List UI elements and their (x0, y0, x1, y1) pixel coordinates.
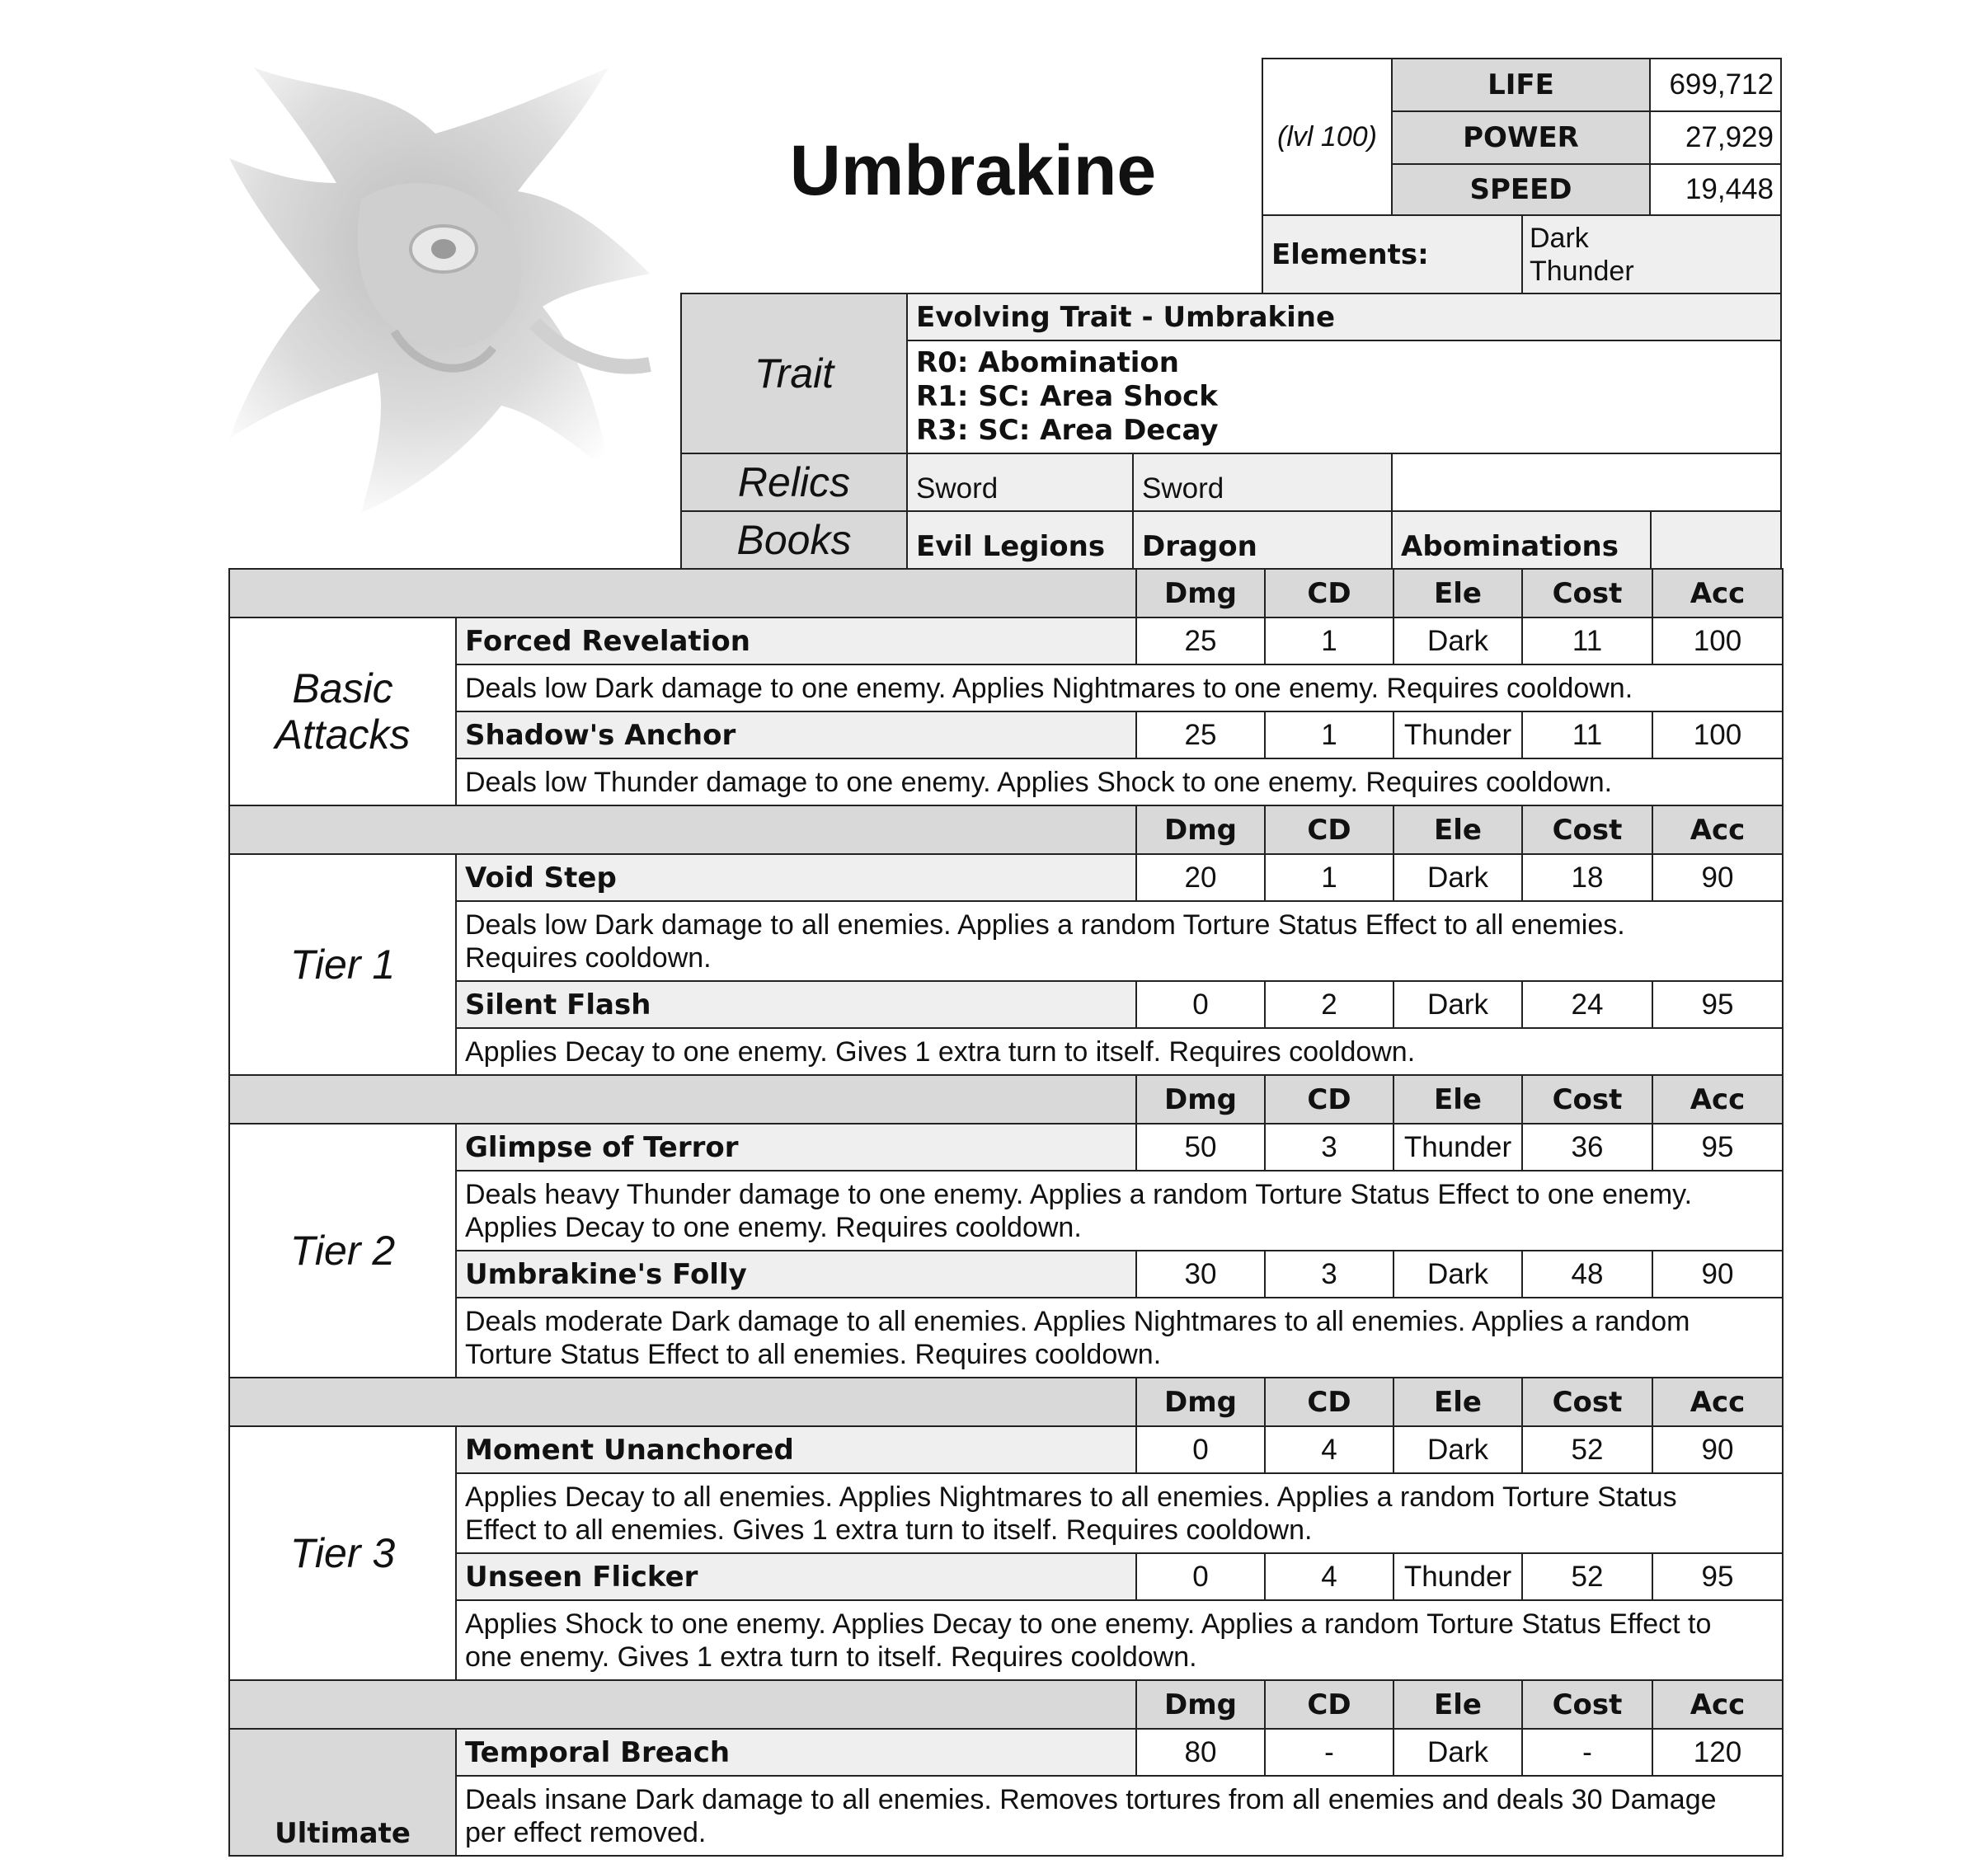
skill-dmg: 0 (1135, 980, 1266, 1029)
skill-ele: Dark (1393, 1728, 1523, 1777)
skill-acc: 90 (1652, 1425, 1784, 1474)
skill-description-line: Deals low Dark damage to all enemies. Applies a random Torture Status Effect to all enemies. (465, 909, 1625, 941)
skill-cost: 18 (1521, 853, 1653, 902)
section-label-text: Tier 3 (289, 1530, 396, 1576)
skill-acc: 120 (1652, 1728, 1784, 1777)
stat-value-speed: 19,448 (1649, 163, 1782, 216)
skill-name: Umbrakine's Folly (455, 1250, 1137, 1298)
column-header-acc: Acc (1652, 805, 1784, 855)
skill-description-line: Applies Decay to one enemy. Requires cooldown. (465, 1211, 1082, 1243)
skill-dmg: 50 (1135, 1123, 1266, 1171)
skill-dmg: 25 (1135, 711, 1266, 759)
relic-1: Sword (906, 453, 1134, 512)
skill-description-line: Applies Decay to all enemies. Applies Nightmares to all enemies. Applies a random Torture Status (465, 1481, 1677, 1513)
relic-3 (1391, 453, 1782, 512)
column-header-dmg: Dmg (1135, 805, 1266, 855)
skill-name: Silent Flash (455, 980, 1137, 1029)
column-header-acc: Acc (1652, 1377, 1784, 1427)
skill-cost: 24 (1521, 980, 1653, 1029)
skill-cost: 52 (1521, 1425, 1653, 1474)
skill-description (455, 664, 1784, 712)
skill-ele: Thunder (1393, 1552, 1523, 1601)
elements-values (1521, 214, 1782, 294)
skill-description (455, 1472, 1784, 1554)
skill-cd: - (1264, 1728, 1394, 1777)
monster-level: (lvl 100) (1262, 58, 1393, 216)
book-1: Evil Legions (906, 510, 1134, 570)
element-thunder: Thunder (1530, 255, 1634, 287)
skill-description-line: per effect removed. (465, 1816, 707, 1848)
skill-ele: Thunder (1393, 711, 1523, 759)
stat-label-life: LIFE (1391, 58, 1651, 112)
column-header-cd: CD (1264, 1074, 1394, 1125)
column-header-ele: Ele (1393, 805, 1523, 855)
skill-description (455, 1027, 1784, 1076)
trait-label: Trait (680, 293, 908, 454)
skill-cd: 2 (1264, 980, 1394, 1029)
skill-dmg: 80 (1135, 1728, 1266, 1777)
skill-cost: 36 (1521, 1123, 1653, 1171)
trait-rank-2: R3: SC: Area Decay (916, 414, 1219, 447)
skill-ele: Dark (1393, 617, 1523, 665)
skill-cd: 4 (1264, 1425, 1394, 1474)
book-4 (1650, 510, 1782, 570)
section-label-text: Tier 1 (289, 941, 396, 988)
stat-label-power: POWER (1391, 110, 1651, 165)
skill-description (455, 900, 1784, 982)
skill-description-line: Applies Shock to one enemy. Applies Decay to one enemy. Applies a random Torture Status Effect to (465, 1608, 1712, 1640)
skill-dmg: 25 (1135, 617, 1266, 665)
relic-2: Sword (1132, 453, 1393, 512)
skill-cost: 11 (1521, 617, 1653, 665)
books-label: Books (680, 510, 908, 570)
column-header-dmg: Dmg (1135, 1074, 1266, 1125)
skill-name: Void Step (455, 853, 1137, 902)
column-header-cost: Cost (1521, 1074, 1653, 1125)
skill-name: Unseen Flicker (455, 1552, 1137, 1601)
skill-description-line: Deals insane Dark damage to all enemies. Removes tortures from all enemies and deals 30 Damage (465, 1783, 1717, 1815)
column-header-cost: Cost (1521, 568, 1653, 618)
skill-description-line: Deals low Thunder damage to one enemy. Applies Shock to one enemy. Requires cooldown. (465, 766, 1613, 798)
section-header-bar (228, 805, 1137, 855)
skill-name: Glimpse of Terror (455, 1123, 1137, 1171)
section-label (228, 617, 457, 806)
skill-description-line: Deals moderate Dark damage to all enemies. Applies Nightmares to all enemies. Applies a random (465, 1305, 1690, 1337)
column-header-dmg: Dmg (1135, 1679, 1266, 1730)
trait-ranks (906, 340, 1782, 454)
section-label (228, 853, 457, 1076)
elements-label: Elements: (1262, 214, 1523, 294)
skill-name: Forced Revelation (455, 617, 1137, 665)
skill-description (455, 1599, 1784, 1681)
column-header-cost: Cost (1521, 805, 1653, 855)
skill-cd: 1 (1264, 617, 1394, 665)
skill-cost: 48 (1521, 1250, 1653, 1298)
skill-description-line: Deals heavy Thunder damage to one enemy. Applies a random Torture Status Effect to one enemy. (465, 1178, 1693, 1210)
column-header-acc: Acc (1652, 568, 1784, 618)
section-label (228, 1123, 457, 1378)
skill-ele: Thunder (1393, 1123, 1523, 1171)
skill-dmg: 0 (1135, 1425, 1266, 1474)
column-header-cd: CD (1264, 568, 1394, 618)
book-3: Abominations (1391, 510, 1652, 570)
column-header-acc: Acc (1652, 1074, 1784, 1125)
trait-name: Evolving Trait - Umbrakine (906, 293, 1782, 341)
column-header-ele: Ele (1393, 568, 1523, 618)
skill-acc: 100 (1652, 617, 1784, 665)
skill-cd: 3 (1264, 1123, 1394, 1171)
section-label-text: Tier 2 (289, 1228, 396, 1274)
section-header-bar (228, 1377, 1137, 1427)
skill-description (455, 758, 1784, 806)
column-header-cost: Cost (1521, 1679, 1653, 1730)
skill-acc: 95 (1652, 1552, 1784, 1601)
skill-acc: 90 (1652, 853, 1784, 902)
section-header-bar (228, 1074, 1137, 1125)
trait-rank-0: R0: Abomination (916, 346, 1179, 379)
stat-value-power: 27,929 (1649, 110, 1782, 165)
skill-description-line: Applies Decay to one enemy. Gives 1 extra turn to itself. Requires cooldown. (465, 1035, 1416, 1068)
section-header-bar (228, 1679, 1137, 1730)
column-header-ele: Ele (1393, 1679, 1523, 1730)
skill-ele: Dark (1393, 980, 1523, 1029)
skill-cost: 11 (1521, 711, 1653, 759)
skill-cd: 3 (1264, 1250, 1394, 1298)
stat-value-life: 699,712 (1649, 58, 1782, 112)
column-header-dmg: Dmg (1135, 1377, 1266, 1427)
column-header-dmg: Dmg (1135, 568, 1266, 618)
column-header-acc: Acc (1652, 1679, 1784, 1730)
skill-acc: 95 (1652, 980, 1784, 1029)
column-header-cd: CD (1264, 1679, 1394, 1730)
trait-rank-1: R1: SC: Area Shock (916, 380, 1218, 413)
relics-label: Relics (680, 453, 908, 512)
skill-description-line: Torture Status Effect to all enemies. Requires cooldown. (465, 1338, 1162, 1370)
skill-description-line: one enemy. Gives 1 extra turn to itself. Requires cooldown. (465, 1641, 1197, 1673)
skill-description-line: Deals low Dark damage to one enemy. Applies Nightmares to one enemy. Requires cooldown. (465, 672, 1633, 704)
skill-acc: 90 (1652, 1250, 1784, 1298)
skill-description (455, 1297, 1784, 1378)
skill-cd: 4 (1264, 1552, 1394, 1601)
section-label (228, 1728, 457, 1857)
skill-cd: 1 (1264, 853, 1394, 902)
section-label-text: Attacks (275, 711, 411, 758)
skill-description (455, 1775, 1784, 1857)
column-header-ele: Ele (1393, 1074, 1523, 1125)
skill-name: Moment Unanchored (455, 1425, 1137, 1474)
monster-name: Umbrakine (789, 131, 1157, 210)
column-header-cd: CD (1264, 1377, 1394, 1427)
skill-ele: Dark (1393, 853, 1523, 902)
skill-dmg: 0 (1135, 1552, 1266, 1601)
skill-name: Temporal Breach (455, 1728, 1137, 1777)
skill-acc: 100 (1652, 711, 1784, 759)
stat-label-speed: SPEED (1391, 163, 1651, 216)
section-label-text: Basic (292, 665, 393, 711)
element-dark: Dark (1530, 222, 1589, 254)
skill-dmg: 30 (1135, 1250, 1266, 1298)
skill-dmg: 20 (1135, 853, 1266, 902)
column-header-cost: Cost (1521, 1377, 1653, 1427)
skill-cost: - (1521, 1728, 1653, 1777)
section-header-bar (228, 568, 1137, 618)
skill-cost: 52 (1521, 1552, 1653, 1601)
skill-acc: 95 (1652, 1123, 1784, 1171)
skill-name: Shadow's Anchor (455, 711, 1137, 759)
column-header-ele: Ele (1393, 1377, 1523, 1427)
skill-ele: Dark (1393, 1425, 1523, 1474)
creature-artwork (221, 59, 674, 521)
section-label-text: Ultimate (275, 1817, 411, 1850)
skill-description-line: Requires cooldown. (465, 941, 712, 974)
skill-cd: 1 (1264, 711, 1394, 759)
skill-description (455, 1170, 1784, 1251)
skill-ele: Dark (1393, 1250, 1523, 1298)
column-header-cd: CD (1264, 805, 1394, 855)
skill-description-line: Effect to all enemies. Gives 1 extra turn to itself. Requires cooldown. (465, 1514, 1313, 1546)
book-2: Dragon (1132, 510, 1393, 570)
section-label (228, 1425, 457, 1681)
